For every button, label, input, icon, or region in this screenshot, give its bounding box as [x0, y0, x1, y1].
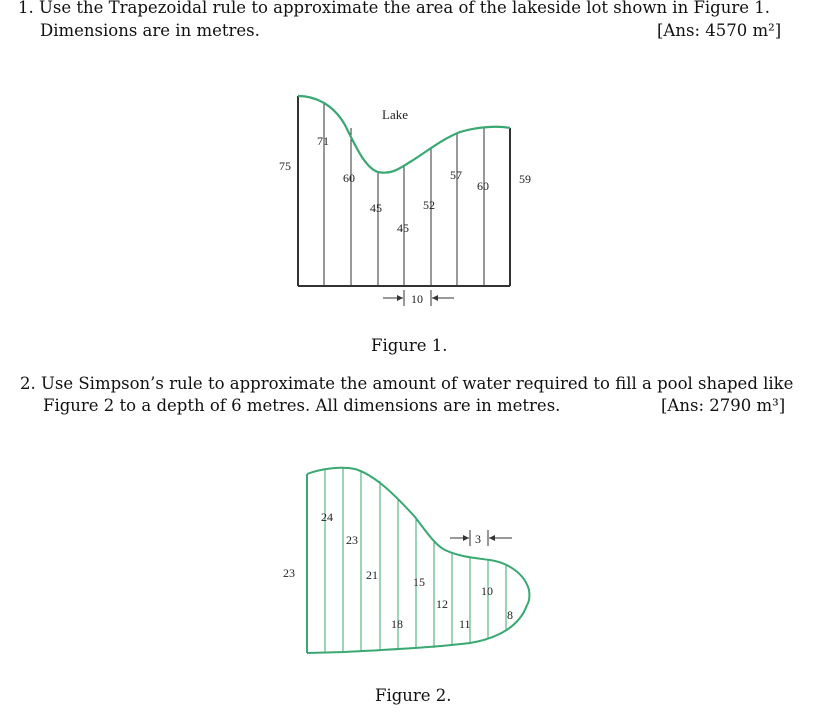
offset-label: 71 [317, 134, 329, 148]
spacing-marker [450, 530, 512, 546]
offset-label: 15 [413, 575, 425, 589]
figure-1-caption: Figure 1. [371, 336, 448, 355]
offset-label: 24 [321, 510, 333, 524]
spacing-marker [383, 290, 454, 306]
offset-label: 57 [450, 168, 462, 182]
offset-label: 18 [391, 617, 403, 631]
offset-label: 45 [370, 201, 382, 215]
offset-label: 60 [343, 171, 355, 185]
offset-label: 23 [283, 566, 295, 580]
problem-2-answer: [Ans: 2790 m³] [661, 396, 786, 415]
offset-label: 75 [279, 159, 291, 173]
offset-label: 23 [346, 533, 358, 547]
offset-label: 45 [397, 221, 409, 235]
spacing-label: 10 [411, 292, 423, 306]
offset-label: 11 [459, 617, 471, 631]
offset-label: 10 [481, 584, 493, 598]
problem-2-text-line-2: Figure 2 to a depth of 6 metres. All dimensions are in metres. [43, 396, 561, 415]
offset-label: 59 [519, 172, 531, 186]
offset-label: 8 [507, 608, 513, 622]
offset-label: 21 [366, 568, 378, 582]
lake-label: Lake [382, 107, 408, 122]
figure-2-caption: Figure 2. [375, 686, 452, 705]
offset-label: 60 [477, 179, 489, 193]
problem-1-answer: [Ans: 4570 m²] [657, 21, 782, 40]
spacing-label: 3 [475, 532, 481, 546]
problem-1-text-line-1: 1. Use the Trapezoidal rule to approximate the area of the lakeside lot shown in Figure 1. [18, 0, 771, 17]
problem-1-text-line-2: Dimensions are in metres. [40, 21, 260, 40]
problem-2-text-line-1: 2. Use Simpson’s rule to approximate the amount of water required to fill a pool shaped like [20, 374, 794, 393]
offset-label: 12 [436, 597, 448, 611]
offset-label: 52 [423, 198, 435, 212]
